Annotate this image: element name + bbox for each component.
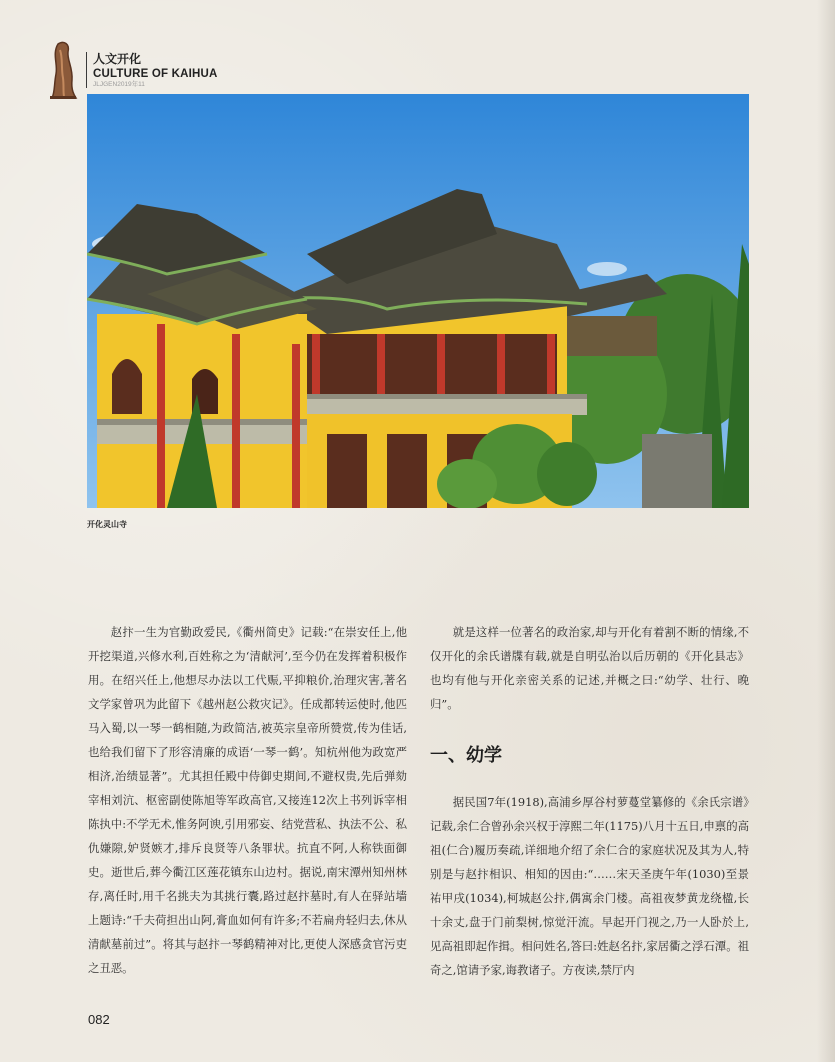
article-right-column <box>430 620 749 982</box>
page-number: 082 <box>88 1012 110 1027</box>
section-title-en: CULTURE OF KAIHUA <box>93 68 218 80</box>
header-divider <box>86 52 87 88</box>
section-heading: 一、幼学 <box>430 745 502 766</box>
temple-illustration <box>87 94 749 508</box>
issue-label: JLJGEN2019年11 <box>93 81 145 88</box>
article-paragraph: 赵抃一生为官勤政爱民,《衢州简史》记载:“在崇安任上,他开挖渠道,兴修水利,百姓称之为‘清献河’,至今仍在发挥着积极作用。在绍兴任上,他想尽办法以工代赈,平抑粮价,治理灾害,著名文学家曾巩为此留下《越州赵公救灾记》。任成都转运使时,他匹马入蜀,以一琴一鹤相随,为政简洁,被英宗皇帝所赞赏,传为佳话,也给我们留下了形容清廉的成语‘一琴一鹤’。知杭州他为政宽严相济,治绩显著”。尤其担任殿中侍御史期间,不避权贵,先后弹劾宰相刘沆、枢密副使陈旭等军政高官,又接连12次上书列诉宰相陈执中:不学无术,惟务阿谀,引用邪妄、结党营私、执法不公、私仇嫌隙,妒贤嫉才,排斥良贤等八条罪状。抗直不阿,人称铁面御史。逝世后,葬今衢江区莲花镇东山边村。据说,南宋潭州知州林存,离任时,用千名挑夫为其挑行囊,路过赵抃墓时,有人在驿站墙上题诗:“千夫荷担出山阿,膏血如何有许多;不若扁舟轻归去,休从清献墓前过”。将其与赵抃一琴鹤精神对比,更使人深感贪官污吏之丑恶。 <box>88 625 407 975</box>
page-edge-shadow <box>817 0 835 1062</box>
article-left-column <box>88 620 407 980</box>
section-title-cn: 人文开化 <box>93 52 142 66</box>
article-paragraph: 据民国7年(1918),高浦乡厚谷村萝蔓堂纂修的《余氏宗谱》记载,余仁合曾孙余兴权于淳熙二年(1175)八月十五日,申禀的高祖(仁合)履历奏疏,详细地介绍了余仁合的家庭状况及其为人,特别是与赵抃相识、相知的因由:“……宋天圣庚午年(1030)至景祐甲戌(1034),柯城赵公抃,偶寓余门楼。高祖夜梦黄龙绕楹,长十余丈,盘于门前梨树,惊觉汗流。早起开门视之,乃一人卧於上,见高祖即起作揖。相问姓名,答曰:姓赵名抃,家居衢之浮石潭。祖奇之,馆请予家,诲教诸子。方夜读,禁厅内 <box>430 795 749 977</box>
stone-logo-icon <box>48 40 78 100</box>
photo-caption: 开化灵山寺 <box>87 520 127 529</box>
temple-photo <box>87 94 749 508</box>
article-paragraph: 就是这样一位著名的政治家,却与开化有着割不断的情缘,不仅开化的余氏谱牒有载,就是自明弘治以后历朝的《开化县志》也均有他与开化亲密关系的记述,并概之曰:“幼学、壮行、晚归”。 <box>430 625 749 711</box>
